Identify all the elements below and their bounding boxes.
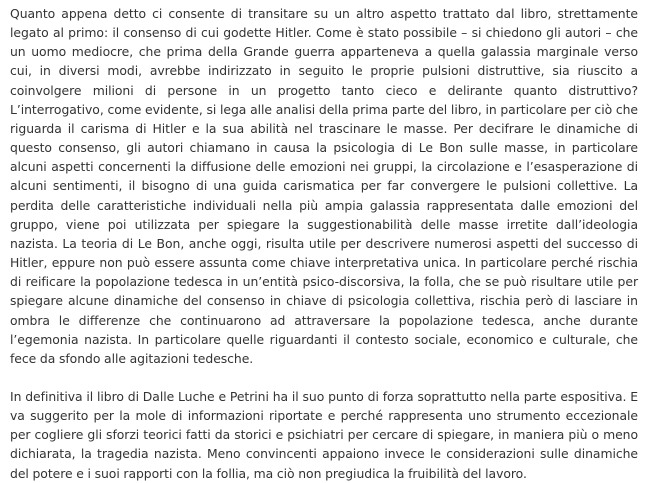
paragraph-conclusion: In definitiva il libro di Dalle Luche e Petrini ha il suo punto di forza soprattutto nella parte espositiva. E va suggerito per la mole di informazioni riportate e perché rappresenta uno strumento eccezionale per cogliere gli sforzi teorici fatti da storici e psichiatri per cercare di spiegare, in maniera più o meno dichiarata, la tragedia nazista. Meno convincenti appaiono invece le considerazioni sulle dinamiche del potere e i suoi rapporti con la follia, ma ciò non pregiudica la fruibilità del lavoro.	[10, 388, 638, 481]
paragraph-consensus-hitler: Quanto appena detto ci consente di transitare su un altro aspetto trattato dal libro, strettamente legato al primo: il consenso di cui godette Hitler. Come è stato possibile – si chiedono gli autori – che un uomo mediocre, che prima della Grande guerra apparteneva a quella galassia marginale verso cui, in diversi modi, avrebbe indirizzato in seguito le proprie pulsioni distruttive, sia riuscito a coinvolgere milioni di persone in un progetto tanto cieco e delirante quanto distruttivo? L’interrogativo, come evidente, si lega alle analisi della prima parte del libro, in particolare per ciò che riguarda il carisma di Hitler e la sua abilità nel trascinare le masse. Per decifrare le dinamiche di questo consenso, gli autori chiamano in causa la psicologia di Le Bon sulle masse, in particolare alcuni aspetti concernenti la diffusione delle emozioni nei gruppi, la circolazione e l’esasperazione di alcuni sentimenti, il bisogno di una guida carismatica per far convergere le pulsioni collettive. La perdita delle caratteristiche individuali nella più ampia galassia rappresentata dalle emozioni del gruppo, viene poi utilizzata per spiegare la suggestionabilità delle masse irretite dall’ideologia nazista. La teoria di Le Bon, anche oggi, risulta utile per descrivere numerosi aspetti del successo di Hitler, eppure non può essere assunta come chiave interpretativa unica. In particolare perché rischia di reificare la popolazione tedesca in un’entità psico-discorsiva, la folla, che se può risultare utile per spiegare alcune dinamiche del consenso in chiave di psicologia collettiva, rischia però di lasciare in ombra le differenze che continuarono ad attraversare la popolazione tedesca, anche durante l’egemonia nazista. In particolare quelle riguardanti il contesto sociale, economico e culturale, che fece da sfondo alle agitazioni tedesche.	[10, 6, 638, 366]
article-body	[10, 4, 638, 483]
